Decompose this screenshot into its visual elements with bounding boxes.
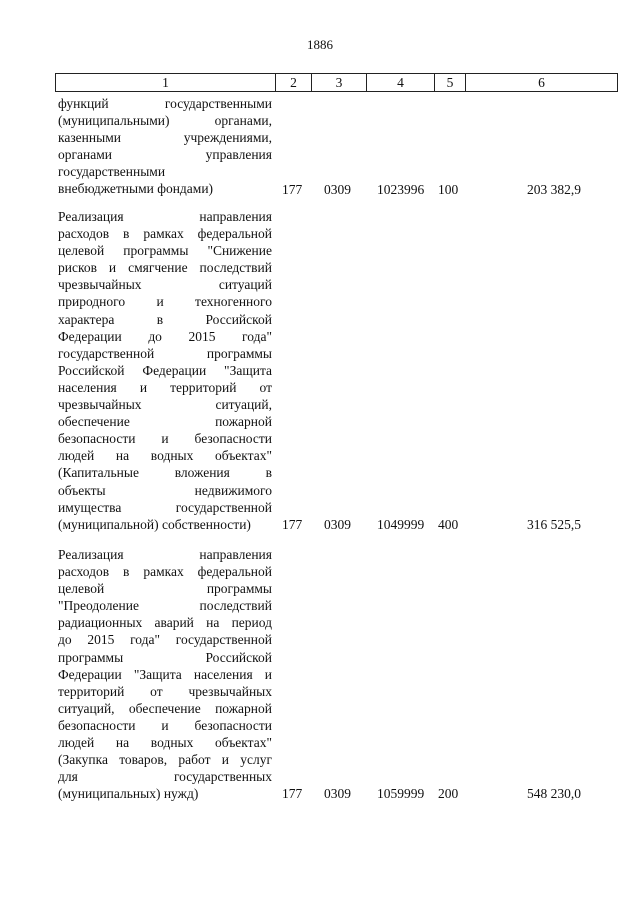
cell-col-5: 100 <box>438 181 459 197</box>
description-line: расходов в рамках федеральной <box>58 564 272 580</box>
description-line: "Преодоление последствий <box>58 598 272 614</box>
description-line: имущества государственной <box>58 499 272 515</box>
description-line: (Закупка товаров, работ и услуг <box>58 752 272 768</box>
row-description <box>58 208 272 533</box>
description-line: характера в Российской <box>58 311 272 327</box>
description-line: государственными <box>58 164 166 180</box>
description-line: природного и техногенного <box>58 294 272 310</box>
page-number: 1886 <box>307 37 333 52</box>
description-line: (муниципальной) собственности) <box>58 516 251 532</box>
column-header-2: 2 <box>276 74 312 92</box>
description-line: радиационных аварий на период <box>58 615 272 631</box>
column-header-6: 6 <box>466 74 618 92</box>
description-line: людей на водных объектах" <box>58 448 272 464</box>
cell-col-6-amount: 203 382,9 <box>527 181 581 197</box>
description-line: программы Российской <box>58 649 272 665</box>
cell-col-5: 400 <box>438 516 459 532</box>
description-line: внебюджетными фондами) <box>58 181 214 197</box>
description-line: объекты недвижимого <box>58 482 272 498</box>
cell-col-6-amount: 316 525,5 <box>527 516 581 532</box>
column-header-3: 3 <box>312 74 367 92</box>
description-line: Федерации "Защита населения и <box>58 666 272 682</box>
description-line: до 2015 года" государственной <box>58 632 272 648</box>
description-line: территорий от чрезвычайных <box>58 683 272 699</box>
cell-col-3: 0309 <box>324 181 351 197</box>
row-description <box>58 546 272 802</box>
description-line: безопасности и безопасности <box>58 431 272 447</box>
description-line: чрезвычайных ситуаций <box>58 277 272 293</box>
description-line: Российской Федерации "Защита <box>58 362 272 378</box>
description-line: (муниципальными) органами, <box>58 113 272 129</box>
description-line: безопасности и безопасности <box>58 717 272 733</box>
cell-col-5: 200 <box>438 786 459 802</box>
column-header-1: 1 <box>56 74 276 92</box>
cell-col-4: 1049999 <box>377 516 425 532</box>
cell-col-4: 1023996 <box>377 181 425 197</box>
description-line: населения и территорий от <box>58 379 272 395</box>
description-line: (Капитальные вложения в <box>58 465 272 481</box>
description-line: (муниципальных) нужд) <box>58 786 199 802</box>
table-header-row <box>56 74 618 92</box>
cell-col-2: 177 <box>282 181 303 197</box>
description-line: чрезвычайных ситуаций, <box>58 397 272 413</box>
cell-col-3: 0309 <box>324 516 351 532</box>
description-line: рисков и смягчение последствий <box>58 260 272 276</box>
cell-col-6-amount: 548 230,0 <box>527 786 581 802</box>
cell-col-3: 0309 <box>324 786 351 802</box>
cell-col-4: 1059999 <box>377 786 425 802</box>
table-header <box>55 73 618 92</box>
description-line: Федерации до 2015 года" <box>58 328 272 344</box>
description-line: казенными учреждениями, <box>58 130 272 146</box>
description-line: Реализация направления <box>58 547 272 562</box>
description-line: целевой программы "Снижение <box>58 243 272 259</box>
description-line: Реализация направления <box>58 209 272 224</box>
description-line: целевой программы <box>58 581 272 597</box>
column-header-4: 4 <box>367 74 435 92</box>
row-description <box>58 95 272 198</box>
column-header-5: 5 <box>435 74 466 92</box>
cell-col-2: 177 <box>282 786 303 802</box>
description-line: обеспечение пожарной <box>58 414 272 430</box>
description-line: ситуаций, обеспечение пожарной <box>58 700 272 716</box>
description-line: для государственных <box>58 769 272 785</box>
description-line: функций государственными <box>58 96 272 111</box>
description-line: расходов в рамках федеральной <box>58 226 272 242</box>
description-line: государственной программы <box>58 345 272 361</box>
cell-col-2: 177 <box>282 516 303 532</box>
description-line: людей на водных объектах" <box>58 735 272 751</box>
description-line: органами управления <box>58 147 272 163</box>
